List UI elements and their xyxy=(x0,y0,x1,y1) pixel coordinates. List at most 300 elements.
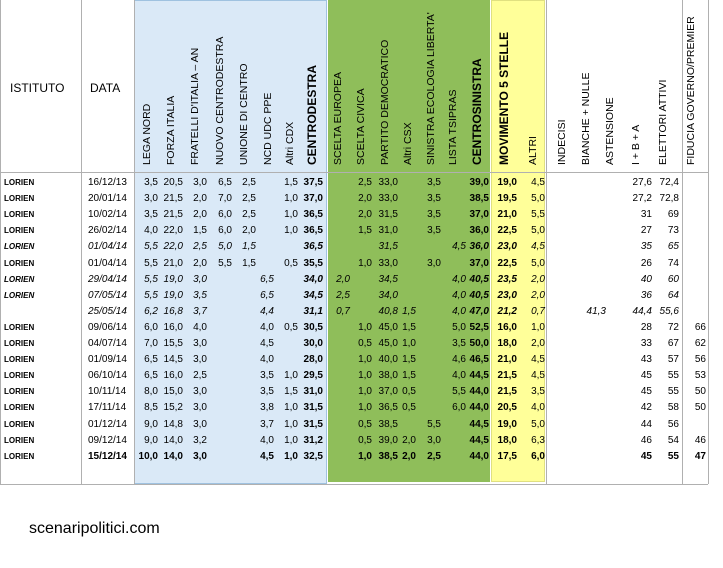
table-cell: 2,0 xyxy=(242,225,256,237)
table-cell: 1,5 xyxy=(402,370,416,382)
table-cell: 14,8 xyxy=(163,418,183,430)
table-cell: 40,0 xyxy=(378,354,398,366)
table-cell: 4,0 xyxy=(452,289,466,301)
table-cell: 38,5 xyxy=(469,193,489,205)
table-cell: 44,5 xyxy=(469,418,489,430)
table-cell: 17,5 xyxy=(497,450,517,462)
table-cell: 16,0 xyxy=(163,370,183,382)
table-cell: 2,5 xyxy=(242,209,256,221)
row-date: 07/05/14 xyxy=(88,289,127,301)
table-cell: 4,0 xyxy=(260,354,274,366)
table-cell: 21,5 xyxy=(163,209,183,221)
table-cell: 31,5 xyxy=(378,209,398,221)
table-cell: 29,5 xyxy=(303,370,323,382)
table-cell: 55 xyxy=(667,450,679,462)
table-cell: 2,5 xyxy=(242,193,256,205)
table-cell: 1,0 xyxy=(358,370,372,382)
table-cell: 22,0 xyxy=(163,225,183,237)
table-cell: 3,2 xyxy=(193,434,207,446)
table-cell: 5,0 xyxy=(531,193,545,205)
table-cell: 38,0 xyxy=(378,370,398,382)
table-cell: 2,5 xyxy=(242,177,256,188)
table-cell: 5,0 xyxy=(531,225,545,237)
row-date: 01/04/14 xyxy=(88,241,127,253)
table-cell: 9,0 xyxy=(144,434,158,446)
row-date: 15/12/14 xyxy=(88,450,127,462)
table-cell: 53 xyxy=(694,370,706,382)
table-cell: 45 xyxy=(640,450,652,462)
table-cell: 33,0 xyxy=(378,193,398,205)
table-cell: 28 xyxy=(640,321,652,333)
table-cell: 10,0 xyxy=(138,450,158,462)
row-istituto: LORIEN xyxy=(4,371,35,381)
table-cell: 19,5 xyxy=(497,193,517,205)
table-cell: 3,7 xyxy=(260,418,274,430)
table-cell: 14,0 xyxy=(163,434,183,446)
column-header: ALTRI xyxy=(527,136,539,165)
table-cell: 31 xyxy=(640,209,652,221)
table-cell: 0,5 xyxy=(358,434,372,446)
table-cell: 37,0 xyxy=(303,193,323,205)
table-cell: 45 xyxy=(640,370,652,382)
table-cell: 5,5 xyxy=(218,257,232,269)
table-cell: 30,5 xyxy=(303,321,323,333)
table-cell: 2,0 xyxy=(531,289,545,301)
table-cell: 3,5 xyxy=(260,386,274,398)
table-cell: 1,0 xyxy=(284,434,298,446)
table-cell: 2,0 xyxy=(193,257,207,269)
column-header: CENTROSINISTRA xyxy=(470,58,484,165)
table-cell: 2,0 xyxy=(358,193,372,205)
table-cell: 58 xyxy=(667,402,679,414)
table-cell: 44,0 xyxy=(469,450,489,462)
table-cell: 40,5 xyxy=(469,273,489,285)
column-header: FIDUCIA GOVERNO/PREMIER xyxy=(685,16,697,165)
table-cell: 4,0 xyxy=(193,321,207,333)
table-cell: 1,0 xyxy=(358,386,372,398)
row-date: 17/11/14 xyxy=(88,402,127,414)
table-cell: 60 xyxy=(667,273,679,285)
table-cell: 56 xyxy=(694,354,706,366)
table-cell: 9,0 xyxy=(144,418,158,430)
table-cell: 21,2 xyxy=(497,305,517,317)
table-cell: 39,0 xyxy=(469,177,489,188)
table-cell: 1,5 xyxy=(193,225,207,237)
table-cell: 5,0 xyxy=(531,418,545,430)
row-date: 20/01/14 xyxy=(88,193,127,205)
table-cell: 23,0 xyxy=(497,289,517,301)
table-cell: 33 xyxy=(640,338,652,349)
table-cell: 1,0 xyxy=(284,209,298,221)
table-cell: 3,8 xyxy=(260,402,274,414)
source-brand: scenaripolitici.com xyxy=(29,520,160,537)
table-cell: 62 xyxy=(694,338,706,349)
table-cell: 6,5 xyxy=(144,354,158,366)
table-cell: 4,0 xyxy=(452,305,466,317)
table-cell: 4,0 xyxy=(260,321,274,333)
table-cell: 4,5 xyxy=(260,450,274,462)
table-cell: 19,0 xyxy=(497,177,517,188)
table-cell: 22,5 xyxy=(497,257,517,269)
header-istituto: ISTITUTO xyxy=(10,81,65,95)
table-cell: 2,5 xyxy=(193,370,207,382)
table-cell: 33,0 xyxy=(378,257,398,269)
table-cell: 0,5 xyxy=(358,338,372,349)
table-cell: 0,5 xyxy=(284,321,298,333)
column-header: PARTITO DEMOCRATICO xyxy=(379,39,391,165)
row-istituto: LORIEN xyxy=(4,339,35,348)
table-cell: 47,0 xyxy=(469,305,489,317)
column-header: SCELTA EUROPEA xyxy=(332,72,344,165)
table-cell: 14,0 xyxy=(163,450,183,462)
table-cell: 36,5 xyxy=(303,225,323,237)
column-header: ASTENSIONE xyxy=(604,97,616,165)
row-date: 04/07/14 xyxy=(88,338,127,349)
table-cell: 43 xyxy=(640,354,652,366)
table-cell: 1,5 xyxy=(284,177,298,188)
table-cell: 21,5 xyxy=(497,386,517,398)
table-cell: 3,0 xyxy=(427,434,441,446)
table-cell: 38,5 xyxy=(378,418,398,430)
column-header: LISTA TSIPRAS xyxy=(447,89,459,165)
table-cell: 3,5 xyxy=(427,177,441,188)
table-cell: 1,5 xyxy=(242,241,256,253)
table-cell: 2,5 xyxy=(336,289,350,301)
table-cell: 21,5 xyxy=(497,370,517,382)
table-cell: 1,0 xyxy=(284,225,298,237)
table-cell: 5,0 xyxy=(452,321,466,333)
column-header: ELETTORI ATTIVI xyxy=(657,79,669,165)
table-cell: 19,0 xyxy=(163,273,183,285)
table-cell: 2,5 xyxy=(193,241,207,253)
table-cell: 4,6 xyxy=(452,354,466,366)
table-cell: 15,0 xyxy=(163,386,183,398)
row-date: 01/09/14 xyxy=(88,354,127,366)
column-header: SCELTA CIVICA xyxy=(355,88,367,165)
table-cell: 5,5 xyxy=(427,418,441,430)
table-cell: 22,0 xyxy=(163,241,183,253)
table-cell: 67 xyxy=(667,338,679,349)
table-cell: 4,5 xyxy=(531,370,545,382)
table-cell: 7,0 xyxy=(144,338,158,349)
table-cell: 1,0 xyxy=(284,450,298,462)
table-cell: 3,0 xyxy=(193,418,207,430)
table-cell: 42 xyxy=(640,402,652,414)
table-cell: 8,0 xyxy=(144,386,158,398)
table-cell: 36,0 xyxy=(469,241,489,253)
table-cell: 16,0 xyxy=(163,321,183,333)
table-cell: 1,5 xyxy=(242,257,256,269)
table-cell: 23,5 xyxy=(497,273,517,285)
table-cell: 22,5 xyxy=(497,225,517,237)
table-cell: 40,5 xyxy=(469,289,489,301)
table-cell: 5,0 xyxy=(218,241,232,253)
table-cell: 4,0 xyxy=(144,225,158,237)
table-cell: 38,5 xyxy=(378,450,398,462)
row-istituto: LORIEN xyxy=(4,226,35,236)
table-cell: 46,5 xyxy=(469,354,489,366)
row-date: 01/12/14 xyxy=(88,418,127,430)
row-istituto: LORIEN xyxy=(4,290,35,300)
row-istituto: LORIEN xyxy=(4,322,35,332)
row-istituto: LORIEN xyxy=(4,419,35,429)
table-cell: 1,5 xyxy=(402,305,416,317)
table-cell: 1,0 xyxy=(358,450,372,462)
table-cell: 35,5 xyxy=(303,257,323,269)
table-cell: 36,5 xyxy=(378,402,398,414)
table-cell: 20,5 xyxy=(163,177,183,188)
table-cell: 3,0 xyxy=(144,193,158,205)
table-cell: 27,2 xyxy=(632,193,652,205)
table-cell: 44 xyxy=(640,418,652,430)
table-cell: 50,0 xyxy=(469,338,489,349)
table-cell: 2,0 xyxy=(193,193,207,205)
table-cell: 0,5 xyxy=(284,257,298,269)
table-cell: 6,0 xyxy=(531,450,545,462)
row-istituto: LORIEN xyxy=(4,355,35,365)
table-cell: 5,5 xyxy=(531,209,545,221)
row-istituto: LORIEN xyxy=(4,194,35,204)
table-cell: 21,0 xyxy=(497,354,517,366)
column-header: NCD UDC PPE xyxy=(262,92,274,165)
table-cell: 27,6 xyxy=(632,177,652,188)
table-cell: 33,0 xyxy=(378,177,398,188)
table-cell: 1,0 xyxy=(284,418,298,430)
table-cell: 18,0 xyxy=(497,434,517,446)
table-cell: 3,0 xyxy=(193,354,207,366)
table-cell: 3,0 xyxy=(193,338,207,349)
table-cell: 1,0 xyxy=(284,370,298,382)
table-cell: 4,5 xyxy=(260,338,274,349)
table-cell: 2,0 xyxy=(402,434,416,446)
table-cell: 72,4 xyxy=(659,177,679,188)
table-cell: 6,0 xyxy=(218,225,232,237)
table-cell: 5,5 xyxy=(144,241,158,253)
table-cell: 14,5 xyxy=(163,354,183,366)
table-cell: 6,5 xyxy=(144,370,158,382)
table-cell: 1,0 xyxy=(284,193,298,205)
table-cell: 44,4 xyxy=(632,305,652,317)
table-cell: 32,5 xyxy=(303,450,323,462)
table-cell: 0,5 xyxy=(402,402,416,414)
table-cell: 57 xyxy=(667,354,679,366)
table-cell: 0,7 xyxy=(336,305,350,317)
row-istituto: LORIEN xyxy=(4,210,35,220)
table-cell: 27 xyxy=(640,225,652,237)
table-cell: 15,5 xyxy=(163,338,183,349)
table-cell: 37,0 xyxy=(469,209,489,221)
table-cell: 3,0 xyxy=(193,386,207,398)
column-header: NUOVO CENTRODESTRA xyxy=(214,36,226,165)
table-cell: 36,5 xyxy=(303,209,323,221)
table-cell: 36,5 xyxy=(303,241,323,253)
header-data: DATA xyxy=(90,81,121,95)
table-cell: 55 xyxy=(667,370,679,382)
table-cell: 36 xyxy=(640,289,652,301)
table-cell: 46 xyxy=(694,434,706,446)
table-cell: 4,5 xyxy=(531,177,545,188)
column-header: LEGA NORD xyxy=(141,103,153,165)
table-cell: 30,0 xyxy=(303,338,323,349)
table-cell: 41,3 xyxy=(586,305,606,317)
table-cell: 21,0 xyxy=(163,257,183,269)
table-cell: 72,8 xyxy=(659,193,679,205)
table-cell: 54 xyxy=(667,434,679,446)
table-cell: 4,0 xyxy=(452,370,466,382)
table-cell: 15,2 xyxy=(163,402,183,414)
column-header: BIANCHE + NULLE xyxy=(580,72,592,165)
table-cell: 4,5 xyxy=(452,241,466,253)
column-header: UNIONE DI CENTRO xyxy=(238,63,250,165)
table-cell: 5,0 xyxy=(531,257,545,269)
table-cell: 69 xyxy=(667,209,679,221)
row-istituto: LORIEN xyxy=(4,274,35,284)
table-cell: 64 xyxy=(667,289,679,301)
table-cell: 0,7 xyxy=(531,305,545,317)
table-cell: 19,0 xyxy=(163,289,183,301)
table-cell: 5,5 xyxy=(144,289,158,301)
table-cell: 3,0 xyxy=(193,402,207,414)
column-header: FORZA ITALIA xyxy=(165,95,177,165)
row-istituto: LORIEN xyxy=(4,242,35,252)
row-date: 29/04/14 xyxy=(88,273,127,285)
table-cell: 40 xyxy=(640,273,652,285)
table-cell: 21,0 xyxy=(497,209,517,221)
row-date: 16/12/13 xyxy=(88,177,127,188)
table-cell: 1,0 xyxy=(358,354,372,366)
row-date: 01/04/14 xyxy=(88,257,127,269)
table-cell: 39,0 xyxy=(378,434,398,446)
table-cell: 36,0 xyxy=(469,225,489,237)
column-header: Altri CDX xyxy=(284,121,296,165)
row-istituto: LORIEN xyxy=(4,451,35,461)
row-date: 25/05/14 xyxy=(88,305,127,317)
table-cell: 6,5 xyxy=(260,289,274,301)
table-cell: 1,5 xyxy=(284,386,298,398)
row-date: 06/10/14 xyxy=(88,370,127,382)
column-header: SINISTRA ECOLOGIA LIBERTA' xyxy=(425,12,437,165)
table-cell: 21,5 xyxy=(163,193,183,205)
table-cell: 52,5 xyxy=(469,321,489,333)
table-cell: 55,6 xyxy=(659,305,679,317)
table-cell: 34,0 xyxy=(303,273,323,285)
table-cell: 37,5 xyxy=(303,177,323,188)
table-cell: 44,0 xyxy=(469,402,489,414)
table-cell: 65 xyxy=(667,241,679,253)
column-header: MOVIMENTO 5 STELLE xyxy=(497,31,511,165)
table-cell: 2,0 xyxy=(358,209,372,221)
table-cell: 45,0 xyxy=(378,338,398,349)
row-istituto: LORIEN xyxy=(4,387,35,397)
table-cell: 3,5 xyxy=(144,209,158,221)
table-cell: 56 xyxy=(667,418,679,430)
table-cell: 3,5 xyxy=(144,177,158,188)
row-istituto: LORIEN xyxy=(4,258,35,268)
table-cell: 6,0 xyxy=(452,402,466,414)
table-cell: 46 xyxy=(640,434,652,446)
table-cell: 2,5 xyxy=(427,450,441,462)
column-header: INDECISI xyxy=(556,119,568,165)
table-cell: 74 xyxy=(667,257,679,269)
table-cell: 3,7 xyxy=(193,305,207,317)
row-date: 26/02/14 xyxy=(88,225,127,237)
table-cell: 47 xyxy=(694,450,706,462)
table-cell: 2,0 xyxy=(193,209,207,221)
table-cell: 26 xyxy=(640,257,652,269)
table-cell: 55 xyxy=(667,386,679,398)
table-cell: 1,0 xyxy=(358,321,372,333)
table-cell: 4,4 xyxy=(260,305,274,317)
table-cell: 66 xyxy=(694,321,706,333)
table-cell: 72 xyxy=(667,321,679,333)
table-cell: 5,5 xyxy=(452,386,466,398)
table-cell: 44,5 xyxy=(469,434,489,446)
table-cell: 3,5 xyxy=(193,289,207,301)
table-cell: 19,0 xyxy=(497,418,517,430)
table-cell: 31,0 xyxy=(378,225,398,237)
table-cell: 4,5 xyxy=(531,241,545,253)
column-header: FRATELLI D'ITALIA – AN xyxy=(189,47,201,165)
table-cell: 2,0 xyxy=(531,338,545,349)
table-cell: 34,0 xyxy=(378,289,398,301)
table-cell: 1,5 xyxy=(402,354,416,366)
column-header: Altri CSX xyxy=(402,122,414,165)
row-date: 10/02/14 xyxy=(88,209,127,221)
table-cell: 0,5 xyxy=(402,386,416,398)
table-cell: 45 xyxy=(640,386,652,398)
table-cell: 1,0 xyxy=(402,338,416,349)
table-cell: 31,5 xyxy=(303,418,323,430)
table-cell: 4,0 xyxy=(452,273,466,285)
table-cell: 4,0 xyxy=(531,402,545,414)
table-cell: 3,0 xyxy=(193,273,207,285)
table-cell: 2,0 xyxy=(336,273,350,285)
table-cell: 6,5 xyxy=(218,177,232,188)
table-cell: 3,0 xyxy=(193,450,207,462)
table-cell: 31,5 xyxy=(303,402,323,414)
table-cell: 6,0 xyxy=(144,321,158,333)
table-cell: 7,0 xyxy=(218,193,232,205)
table-cell: 5,5 xyxy=(144,257,158,269)
table-cell: 3,0 xyxy=(427,257,441,269)
table-cell: 1,5 xyxy=(358,225,372,237)
table-cell: 2,0 xyxy=(402,450,416,462)
row-date: 10/11/14 xyxy=(88,386,127,398)
table-cell: 18,0 xyxy=(497,338,517,349)
table-cell: 6,0 xyxy=(218,209,232,221)
table-cell: 3,5 xyxy=(427,225,441,237)
table-cell: 31,5 xyxy=(378,241,398,253)
row-istituto: LORIEN xyxy=(4,403,35,413)
table-cell: 44,5 xyxy=(469,370,489,382)
table-cell: 35 xyxy=(640,241,652,253)
table-cell: 20,5 xyxy=(497,402,517,414)
table-cell: 6,3 xyxy=(531,434,545,446)
table-cell: 8,5 xyxy=(144,402,158,414)
table-cell: 40,8 xyxy=(378,305,398,317)
table-cell: 1,0 xyxy=(531,321,545,333)
table-cell: 1,0 xyxy=(358,402,372,414)
table-cell: 6,2 xyxy=(144,305,158,317)
table-cell: 50 xyxy=(694,402,706,414)
table-cell: 44,0 xyxy=(469,386,489,398)
table-cell: 1,5 xyxy=(402,321,416,333)
table-cell: 3,5 xyxy=(260,370,274,382)
table-cell: 34,5 xyxy=(303,289,323,301)
table-cell: 3,5 xyxy=(531,386,545,398)
table-cell: 50 xyxy=(694,386,706,398)
row-istituto: LORIEN xyxy=(4,435,35,445)
